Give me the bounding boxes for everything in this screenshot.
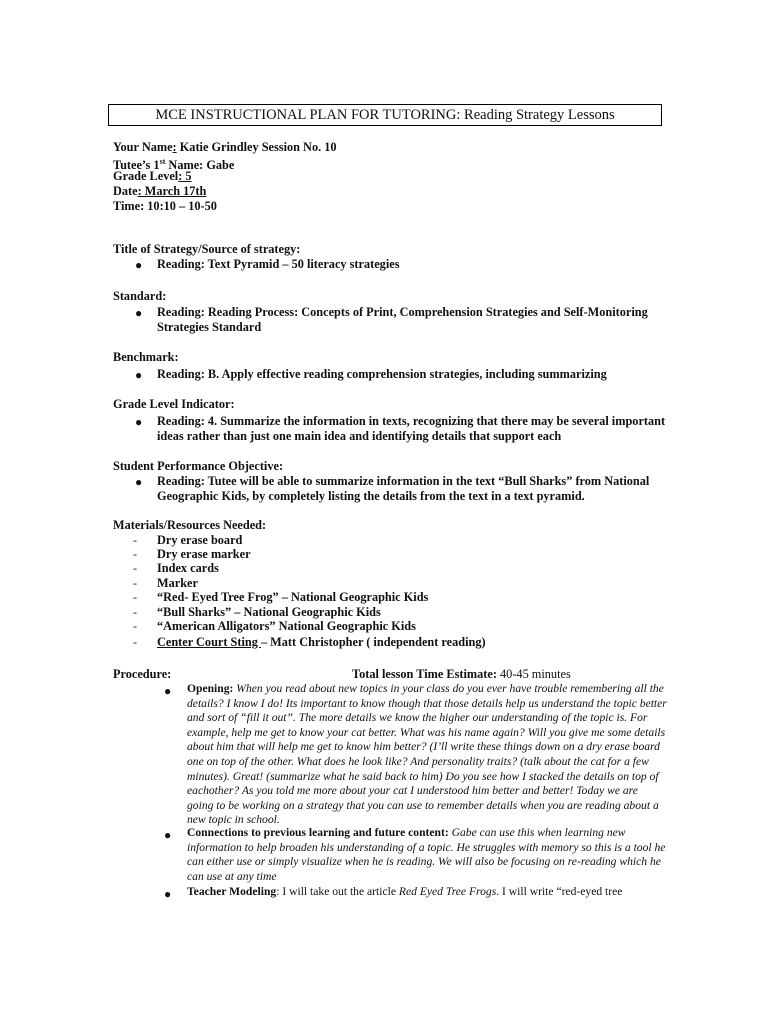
modeling-text: : I will take out the article xyxy=(276,885,399,898)
material-item: Dry erase marker xyxy=(157,547,251,561)
estimate-value: 40-45 minutes xyxy=(496,667,571,681)
connections-text: Gabe can use this when learning new information to help broaden his understanding of a topic. He struggles with memory so this is a tool he can either use or simply visualize when he is reading. We will also be focusing on re-reading which he can use at any time xyxy=(187,826,666,883)
tutee-name: Name: Gabe xyxy=(165,158,235,173)
material-item: “Bull Sharks” – National Geographic Kids xyxy=(157,605,381,619)
bullet-icon: ● xyxy=(135,258,143,272)
procedure-heading: Procedure: xyxy=(113,667,172,681)
connections-paragraph xyxy=(187,826,667,884)
spo-heading: Student Performance Objective: xyxy=(113,459,284,473)
modeling-paragraph xyxy=(187,885,667,900)
material-item: Index cards xyxy=(157,561,219,575)
dash-marker: - xyxy=(133,533,137,547)
time-line: Time: 10:10 – 10-50 xyxy=(113,199,217,213)
tutor-name: Katie Grindley xyxy=(176,140,259,154)
benchmark-heading: Benchmark: xyxy=(113,350,179,364)
grade-colon: : xyxy=(178,169,183,183)
grade-level-line xyxy=(113,169,192,183)
material-item: Marker xyxy=(157,576,198,590)
strategy-item: Reading: Text Pyramid – 50 literacy strategies xyxy=(157,257,400,271)
independent-book-author: – Matt Christopher ( independent reading) xyxy=(260,635,486,649)
bullet-icon: ● xyxy=(164,684,172,698)
session-number: Session No. 10 xyxy=(258,140,337,154)
dash-marker: - xyxy=(133,619,137,633)
modeling-text-end: . I will write “red-eyed tree xyxy=(496,885,623,898)
bullet-icon: ● xyxy=(135,306,143,320)
materials-heading: Materials/Resources Needed: xyxy=(113,518,267,532)
dash-marker: - xyxy=(133,561,137,575)
document-title: MCE INSTRUCTIONAL PLAN FOR TUTORING: Reading Strategy Lessons xyxy=(108,104,662,126)
opening-label: Opening: xyxy=(187,682,234,695)
date-label: Date xyxy=(113,184,138,198)
opening-text: When you read about new topics in your class do you ever have trouble remembering all the details? I know I do! Its important to know though that those details help us understand the topic better and sort of “fill it out”. The more details we know the higher our understanding of the topic is. For example, help me get to know your cat better. What was his name again? Will you give me some details about him that will help me get to know him better? (I’ll write these things down on a dry erase board one on top of the other. What does he look like? And personality traits? (talk about the cat for a few minutes). Great! (summarize what he said back to him) Do you see how I stacked the details on top of eachother? As you told me more about your cat I understood him better and better! Today we are going to be working on a strategy that you can use to remember details when you are reading about a new topic in school. xyxy=(187,682,667,827)
estimate-label: Total lesson Time Estimate: xyxy=(352,667,497,681)
strategy-heading: Title of Strategy/Source of strategy: xyxy=(113,242,301,256)
standard-heading: Standard: xyxy=(113,289,167,303)
material-item-independent xyxy=(157,635,486,649)
tutee-sup: st xyxy=(159,157,166,166)
name-colon: : xyxy=(172,140,177,154)
grade-label: Grade Level xyxy=(113,169,179,183)
bullet-icon: ● xyxy=(164,828,172,842)
dash-marker: - xyxy=(133,590,137,604)
dash-marker: - xyxy=(133,605,137,619)
connections-label: Connections to previous learning and future content: xyxy=(187,826,449,839)
gli-heading: Grade Level Indicator: xyxy=(113,397,235,411)
date-value: : March 17th xyxy=(137,184,207,198)
material-item: Dry erase board xyxy=(157,533,243,547)
independent-book-title: Center Court Sting xyxy=(157,635,261,649)
date-line xyxy=(113,184,206,198)
time-estimate xyxy=(352,667,571,681)
opening-paragraph xyxy=(187,682,667,828)
dash-marker: - xyxy=(133,547,137,561)
bullet-icon: ● xyxy=(135,415,143,429)
name-label: Your Name xyxy=(113,140,173,154)
spo-item: Reading: Tutee will be able to summarize information in the text “Bull Sharks” from National Geographic Kids, by completely listing the details from the text in a text pyramid. xyxy=(157,474,650,503)
modeling-article-title: Red Eyed Tree Frogs xyxy=(398,885,497,898)
standard-item: Reading: Reading Process: Concepts of Print, Comprehension Strategies and Self-Monitoring Strategies Standard xyxy=(157,305,648,334)
gli-item: Reading: 4. Summarize the information in texts, recognizing that there may be several important ideas rather than just one main idea and identifying details that support each xyxy=(157,414,666,443)
dash-marker: - xyxy=(133,576,137,590)
dash-marker: - xyxy=(133,635,137,649)
modeling-label: Teacher Modeling xyxy=(187,885,277,898)
tutor-name-line xyxy=(113,140,337,154)
benchmark-item: Reading: B. Apply effective reading comprehension strategies, including summarizing xyxy=(157,367,607,381)
bullet-icon: ● xyxy=(135,368,143,382)
material-item: “American Alligators” National Geographic Kids xyxy=(157,619,416,633)
bullet-icon: ● xyxy=(164,887,172,901)
material-item: “Red- Eyed Tree Frog” – National Geographic Kids xyxy=(157,590,429,604)
grade-value: 5 xyxy=(182,169,192,183)
tutee-label: Tutee’s 1 xyxy=(113,158,160,173)
bullet-icon: ● xyxy=(135,475,143,489)
